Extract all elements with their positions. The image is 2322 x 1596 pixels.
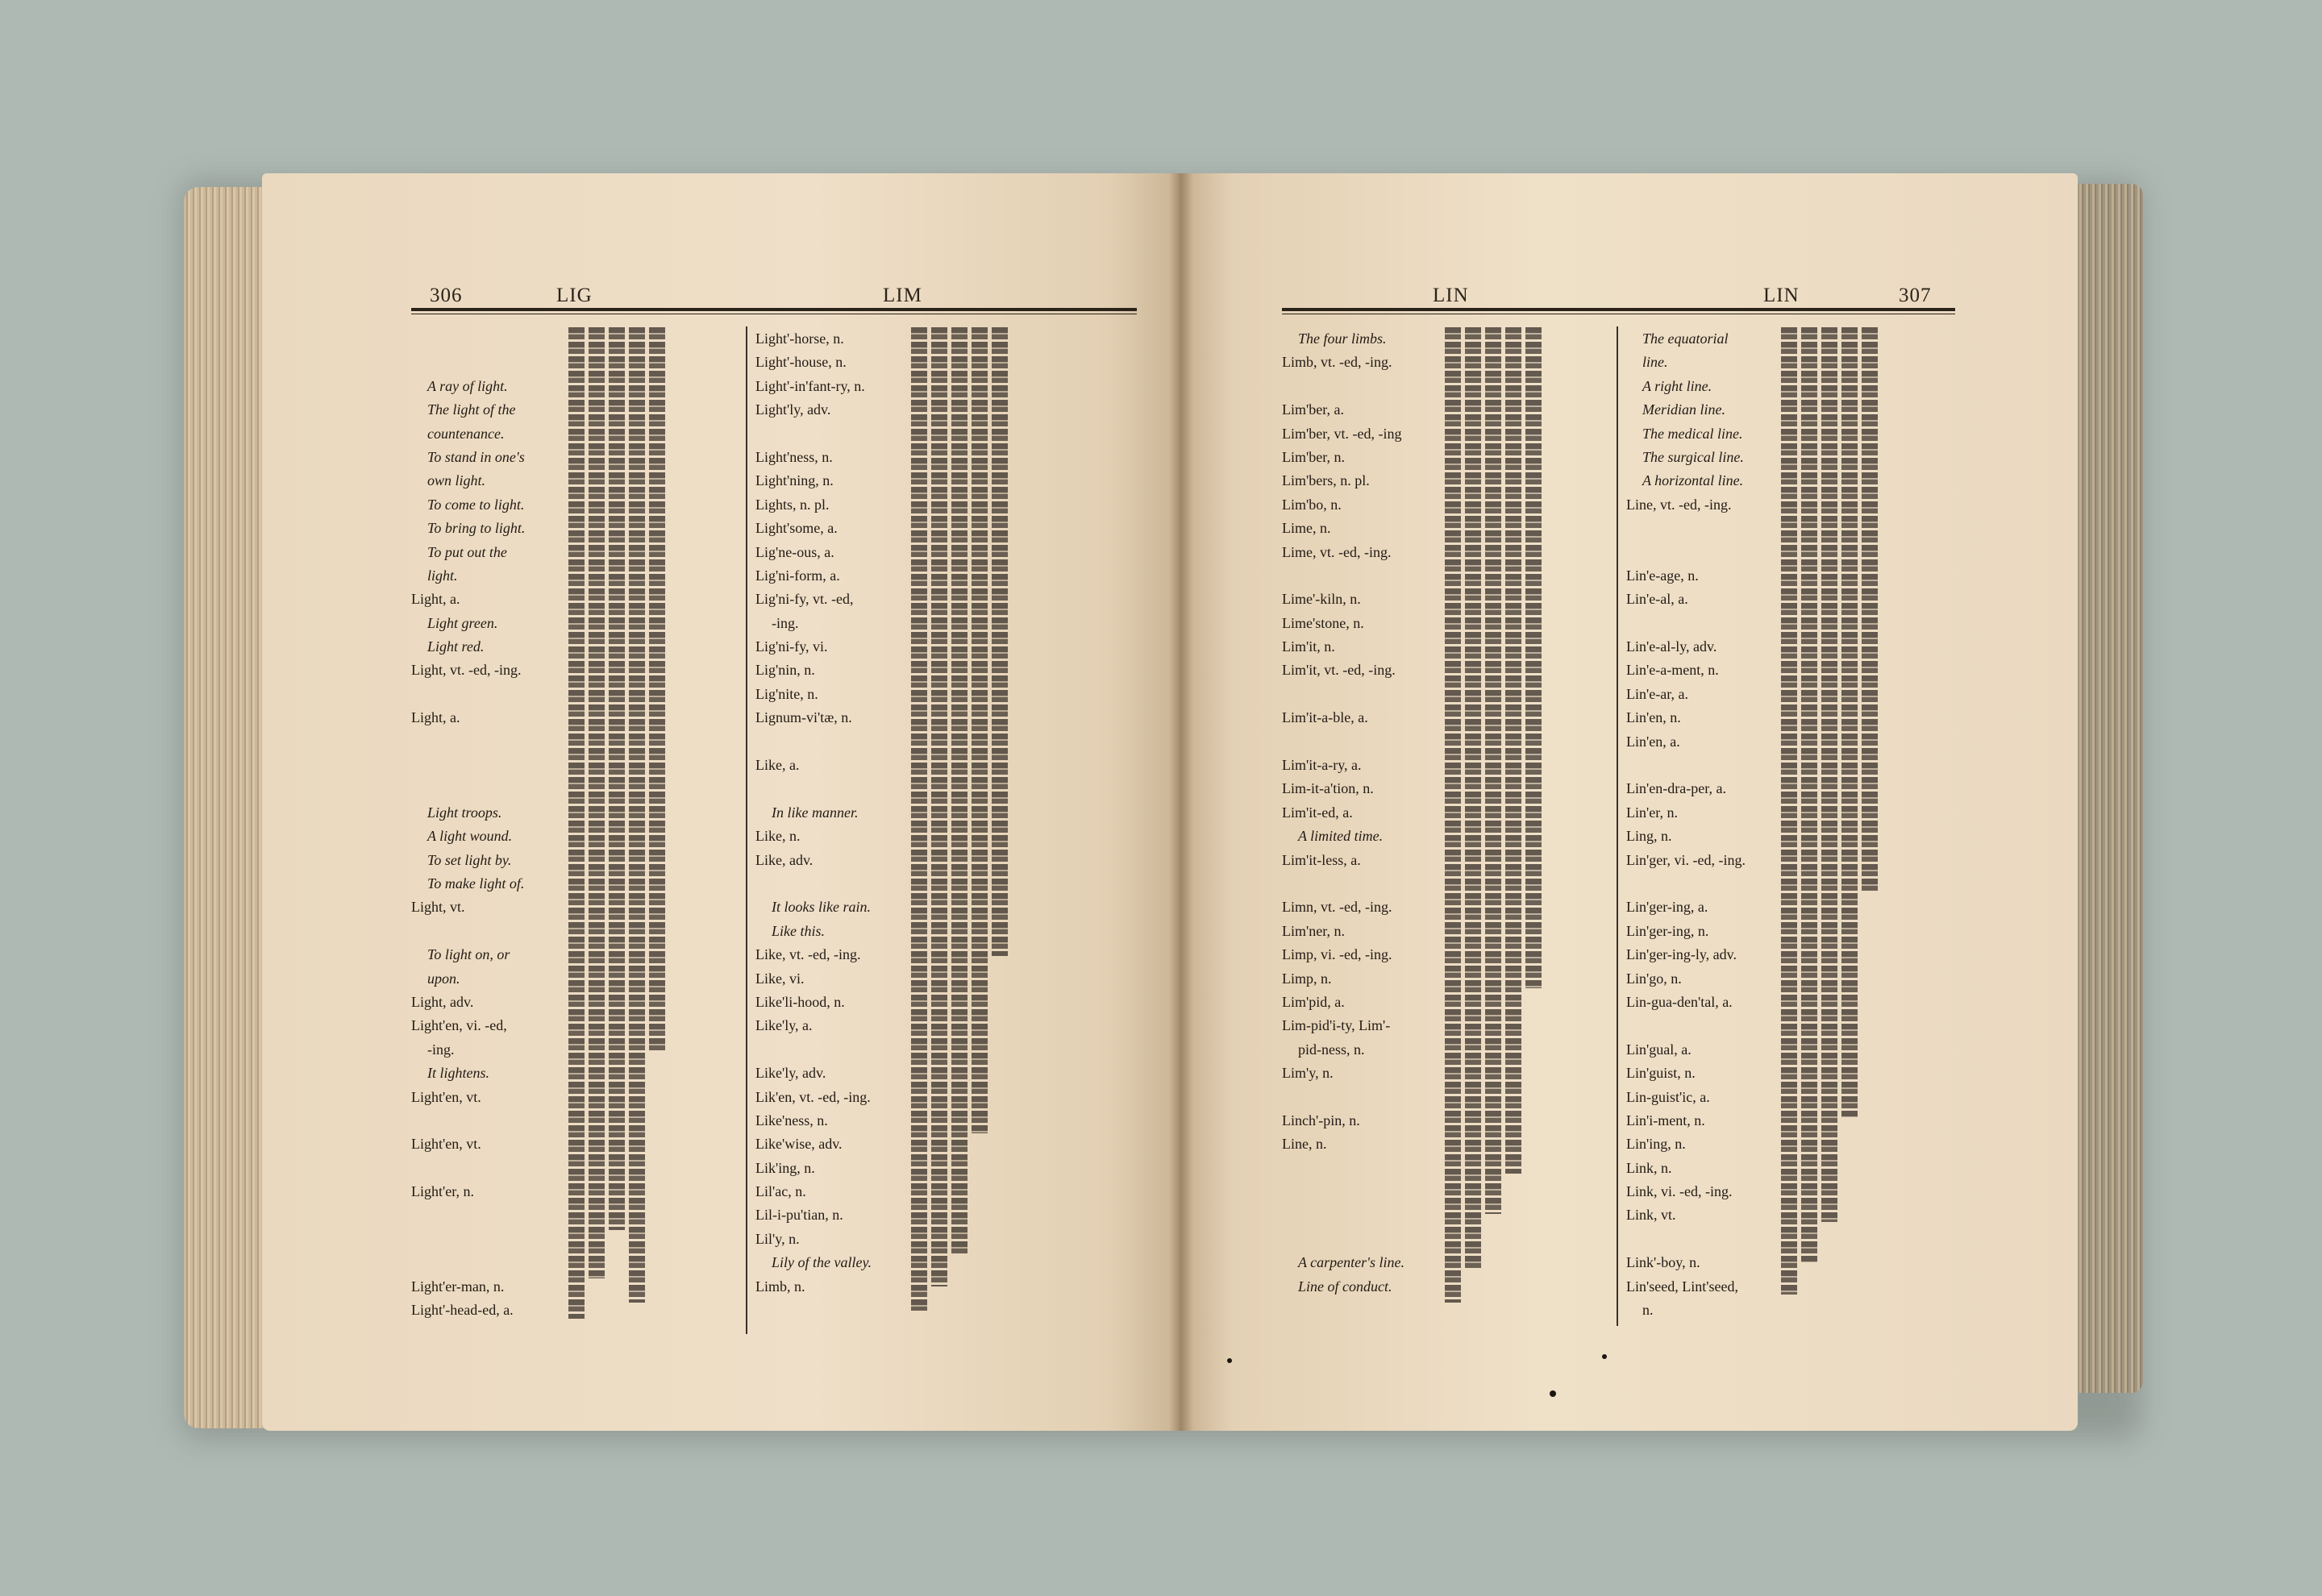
dictionary-headword: Lig'ni-fy, vt. -ed, xyxy=(755,591,854,608)
entry-spacer xyxy=(1282,1180,1455,1203)
dictionary-phrase: pid-ness, n. xyxy=(1298,1041,1365,1058)
dictionary-headword: Limb, vt. -ed, -ing. xyxy=(1282,354,1392,371)
dictionary-headword: Lin'e-al-ly, adv. xyxy=(1626,638,1717,655)
dictionary-headword: Lin-guist'ic, a. xyxy=(1626,1088,1710,1105)
dictionary-headword: Like'ly, a. xyxy=(755,1017,813,1034)
dictionary-phrase: Like this. xyxy=(772,922,825,939)
dictionary-headword: Lig'ni-form, a. xyxy=(755,567,840,584)
dictionary-headword: Lime'stone, n. xyxy=(1282,614,1364,631)
entry-spacer xyxy=(1626,1228,1800,1251)
dictionary-phrase: Light green. xyxy=(427,614,498,631)
dictionary-headword: Lim'it-a-ry, a. xyxy=(1282,757,1362,774)
dictionary-phrase: -ing. xyxy=(427,1041,455,1058)
dictionary-headword: Light, a. xyxy=(411,709,460,726)
guide-word-right: LIM xyxy=(883,285,922,306)
dictionary-phrase: To set light by. xyxy=(427,851,512,868)
dictionary-headword: Lime'-kiln, n. xyxy=(1282,591,1361,608)
entry-spacer xyxy=(1626,754,1800,777)
entry-spacer xyxy=(1282,375,1455,398)
guide-word-left: LIG xyxy=(556,285,593,306)
dictionary-headword: Light, a. xyxy=(411,591,460,608)
entry-spacer xyxy=(1282,1228,1455,1251)
dictionary-headword: Ling, n. xyxy=(1626,828,1672,845)
entry-spacer xyxy=(1282,1086,1455,1109)
entry-column-left-1 xyxy=(411,327,585,1322)
dictionary-headword: Like, n. xyxy=(755,828,801,845)
dictionary-phrase: The light of the xyxy=(427,401,516,418)
dictionary-headword: Lin'gual, a. xyxy=(1626,1041,1692,1058)
header-rule-right xyxy=(1282,308,1955,311)
dictionary-phrase: upon. xyxy=(427,970,460,987)
dictionary-headword: Limb, n. xyxy=(755,1278,805,1295)
dictionary-phrase: A right line. xyxy=(1642,377,1712,394)
dictionary-phrase: A horizontal line. xyxy=(1642,472,1744,489)
dictionary-headword: Limp, vi. -ed, -ing. xyxy=(1282,946,1392,963)
dictionary-headword: Lim'it, n. xyxy=(1282,638,1335,655)
ink-speck xyxy=(1602,1354,1607,1359)
entry-spacer xyxy=(411,1251,585,1274)
dictionary-phrase: It lightens. xyxy=(427,1065,489,1082)
dictionary-headword: Lin'e-al, a. xyxy=(1626,591,1688,608)
dictionary-headword: Lik'en, vt. -ed, -ing. xyxy=(755,1088,871,1105)
dictionary-headword: Lin'er, n. xyxy=(1626,804,1679,821)
dictionary-headword: Like, a. xyxy=(755,757,800,774)
dictionary-headword: Lim'it-a-ble, a. xyxy=(1282,709,1368,726)
dictionary-phrase: n. xyxy=(1642,1302,1654,1319)
page-number-left: 306 xyxy=(430,285,463,306)
entry-spacer xyxy=(1282,564,1455,588)
entry-spacer xyxy=(1282,683,1455,706)
dictionary-phrase: To light on, or xyxy=(427,946,510,963)
dictionary-headword: Light, vt. -ed, -ing. xyxy=(411,662,522,679)
dictionary-headword: Lin'ger-ing, n. xyxy=(1626,922,1709,939)
entry-spacer xyxy=(411,327,585,351)
dictionary-headword: Lights, n. pl. xyxy=(755,496,830,513)
page-edges-left xyxy=(184,187,273,1428)
dictionary-headword: Lin'ing, n. xyxy=(1626,1136,1686,1153)
dictionary-headword: Like'ly, adv. xyxy=(755,1065,826,1082)
entry-spacer xyxy=(1282,730,1455,754)
japanese-gloss-column-right-2 xyxy=(1777,327,1902,1319)
dictionary-phrase: The equatorial xyxy=(1642,330,1729,347)
dictionary-headword: Lim'ber, n. xyxy=(1282,448,1346,465)
entry-column-right-2 xyxy=(1626,327,1800,1322)
dictionary-headword: Like, vi. xyxy=(755,970,805,987)
japanese-gloss-column-right-1 xyxy=(1441,327,1566,1319)
header-rule-left xyxy=(411,308,1137,311)
dictionary-phrase: light. xyxy=(427,567,458,584)
dictionary-headword: Light'er, n. xyxy=(411,1183,475,1200)
entry-spacer xyxy=(411,1228,585,1251)
guide-word-right-r: LIN xyxy=(1763,285,1800,306)
entry-spacer xyxy=(411,351,585,374)
dictionary-headword: Light'-head-ed, a. xyxy=(411,1302,514,1319)
dictionary-headword: Limn, vt. -ed, -ing. xyxy=(1282,899,1392,916)
dictionary-phrase: Meridian line. xyxy=(1642,401,1725,418)
dictionary-headword: Lik'ing, n. xyxy=(755,1159,815,1176)
dictionary-headword: Light'-house, n. xyxy=(755,354,847,371)
dictionary-headword: Light'ning, n. xyxy=(755,472,834,489)
dictionary-headword: Light'en, vt. xyxy=(411,1088,481,1105)
dictionary-phrase: To come to light. xyxy=(427,496,525,513)
dictionary-headword: Line, vt. -ed, -ing. xyxy=(1626,496,1732,513)
dictionary-headword: Lim'it-less, a. xyxy=(1282,851,1361,868)
entry-spacer xyxy=(1626,1014,1800,1037)
entry-spacer xyxy=(755,730,929,754)
dictionary-phrase: To make light of. xyxy=(427,875,525,892)
entry-column-left-2 xyxy=(755,327,929,1299)
dictionary-headword: Lim'it-ed, a. xyxy=(1282,804,1353,821)
dictionary-phrase: The surgical line. xyxy=(1642,448,1744,465)
dictionary-headword: Like, vt. -ed, -ing. xyxy=(755,946,861,963)
page-number-right: 307 xyxy=(1899,285,1932,306)
ink-speck xyxy=(1227,1358,1232,1363)
entry-spacer xyxy=(755,777,929,800)
dictionary-headword: Light'en, vi. -ed, xyxy=(411,1017,507,1034)
japanese-gloss-column-left-1 xyxy=(564,327,689,1319)
dictionary-phrase: A light wound. xyxy=(427,828,513,845)
dictionary-headword: Like, adv. xyxy=(755,851,814,868)
dictionary-headword: Lin'en-dra-per, a. xyxy=(1626,780,1726,797)
entry-spacer xyxy=(411,730,585,754)
entry-spacer xyxy=(755,422,929,446)
entry-spacer xyxy=(411,777,585,800)
entry-spacer xyxy=(411,754,585,777)
entry-spacer xyxy=(411,1203,585,1227)
dictionary-phrase: To put out the xyxy=(427,543,507,560)
left-page xyxy=(262,173,1181,1431)
dictionary-headword: Light'en, vt. xyxy=(411,1136,481,1153)
dictionary-headword: Light'ness, n. xyxy=(755,448,833,465)
dictionary-headword: Lin'seed, Lint'seed, xyxy=(1626,1278,1738,1295)
entry-spacer xyxy=(1626,541,1800,564)
dictionary-phrase: A limited time. xyxy=(1298,828,1384,845)
book-gutter xyxy=(1169,173,1193,1431)
dictionary-headword: Lig'ne-ous, a. xyxy=(755,543,834,560)
dictionary-phrase: Light red. xyxy=(427,638,485,655)
dictionary-phrase: -ing. xyxy=(772,614,799,631)
dictionary-headword: Lin'guist, n. xyxy=(1626,1065,1696,1082)
dictionary-headword: Line, n. xyxy=(1282,1136,1327,1153)
dictionary-headword: Link'-boy, n. xyxy=(1626,1254,1700,1271)
dictionary-phrase: countenance. xyxy=(427,425,505,442)
dictionary-headword: Lim'ber, a. xyxy=(1282,401,1344,418)
dictionary-headword: Light'ly, adv. xyxy=(755,401,831,418)
entry-spacer xyxy=(411,920,585,943)
dictionary-headword: Lime, vt. -ed, -ing. xyxy=(1282,543,1392,560)
entry-spacer xyxy=(1626,612,1800,635)
dictionary-headword: Lim'y, n. xyxy=(1282,1065,1334,1082)
dictionary-headword: Lim-it-a'tion, n. xyxy=(1282,780,1374,797)
dictionary-headword: Link, n. xyxy=(1626,1159,1672,1176)
dictionary-headword: Lin'ger-ing-ly, adv. xyxy=(1626,946,1737,963)
dictionary-headword: Lim'pid, a. xyxy=(1282,993,1345,1010)
entry-spacer xyxy=(755,1038,929,1062)
entry-spacer xyxy=(411,1157,585,1180)
dictionary-headword: Link, vt. xyxy=(1626,1207,1676,1224)
dictionary-headword: Link, vi. -ed, -ing. xyxy=(1626,1183,1733,1200)
dictionary-headword: Lin'en, n. xyxy=(1626,709,1681,726)
dictionary-headword: Lig'ni-fy, vi. xyxy=(755,638,828,655)
entry-spacer xyxy=(1626,872,1800,896)
dictionary-headword: Light'-in'fant-ry, n. xyxy=(755,377,865,394)
dictionary-headword: Light'er-man, n. xyxy=(411,1278,505,1295)
entry-spacer xyxy=(1282,1157,1455,1180)
dictionary-headword: Light'-horse, n. xyxy=(755,330,844,347)
column-divider-left xyxy=(746,326,747,1334)
dictionary-headword: Light, adv. xyxy=(411,993,474,1010)
dictionary-headword: Like'li-hood, n. xyxy=(755,993,845,1010)
dictionary-headword: Lim'bers, n. pl. xyxy=(1282,472,1370,489)
dictionary-headword: Lin'i-ment, n. xyxy=(1626,1112,1705,1128)
dictionary-headword: Lin'e-age, n. xyxy=(1626,567,1699,584)
dictionary-phrase: line. xyxy=(1642,354,1668,371)
dictionary-phrase: In like manner. xyxy=(772,804,859,821)
dictionary-phrase: A ray of light. xyxy=(427,377,508,394)
dictionary-headword: Lin-gua-den'tal, a. xyxy=(1626,993,1733,1010)
dictionary-headword: Lin'e-a-ment, n. xyxy=(1626,662,1719,679)
dictionary-phrase: To bring to light. xyxy=(427,520,526,537)
entry-spacer xyxy=(411,683,585,706)
dictionary-headword: Lil'ac, n. xyxy=(755,1183,806,1200)
dictionary-headword: Like'ness, n. xyxy=(755,1112,828,1128)
guide-word-left-r: LIN xyxy=(1433,285,1469,306)
entry-spacer xyxy=(755,872,929,896)
dictionary-phrase: own light. xyxy=(427,472,486,489)
entry-spacer xyxy=(411,1109,585,1133)
dictionary-phrase: Line of conduct. xyxy=(1298,1278,1392,1295)
dictionary-headword: Lin'ger, vi. -ed, -ing. xyxy=(1626,851,1746,868)
dictionary-phrase: The medical line. xyxy=(1642,425,1743,442)
entry-column-right-1 xyxy=(1282,327,1455,1299)
dictionary-headword: Lignum-vi'tæ, n. xyxy=(755,709,852,726)
dictionary-headword: Lim'ber, vt. -ed, -ing xyxy=(1282,425,1402,442)
dictionary-headword: Lin'ger-ing, a. xyxy=(1626,899,1708,916)
dictionary-headword: Light, vt. xyxy=(411,899,465,916)
column-divider-right xyxy=(1617,326,1618,1326)
dictionary-headword: Like'wise, adv. xyxy=(755,1136,843,1153)
dictionary-headword: Limp, n. xyxy=(1282,970,1332,987)
ink-speck xyxy=(1550,1390,1556,1397)
dictionary-headword: Light'some, a. xyxy=(755,520,838,537)
japanese-gloss-column-left-2 xyxy=(907,327,1032,1319)
dictionary-phrase: To stand in one's xyxy=(427,448,525,465)
dictionary-phrase: A carpenter's line. xyxy=(1298,1254,1404,1271)
dictionary-headword: Lil'y, n. xyxy=(755,1230,800,1247)
dictionary-headword: Lin'e-ar, a. xyxy=(1626,685,1688,702)
entry-spacer xyxy=(1282,872,1455,896)
dictionary-phrase: The four limbs. xyxy=(1298,330,1387,347)
right-page xyxy=(1179,173,2078,1431)
dictionary-phrase: Light troops. xyxy=(427,804,502,821)
dictionary-headword: Lime, n. xyxy=(1282,520,1331,537)
dictionary-headword: Lim'ner, n. xyxy=(1282,922,1346,939)
dictionary-phrase: It looks like rain. xyxy=(772,899,871,916)
dictionary-headword: Lig'nin, n. xyxy=(755,662,815,679)
dictionary-headword: Lim'it, vt. -ed, -ing. xyxy=(1282,662,1396,679)
dictionary-phrase: Lily of the valley. xyxy=(772,1254,872,1271)
dictionary-headword: Lin'go, n. xyxy=(1626,970,1682,987)
dictionary-headword: Linch'-pin, n. xyxy=(1282,1112,1360,1128)
dictionary-headword: Lin'en, a. xyxy=(1626,733,1680,750)
dictionary-headword: Lim-pid'i-ty, Lim'- xyxy=(1282,1017,1391,1034)
dictionary-headword: Lil-i-pu'tian, n. xyxy=(755,1207,843,1224)
dictionary-headword: Lim'bo, n. xyxy=(1282,496,1342,513)
entry-spacer xyxy=(1626,517,1800,540)
entry-spacer xyxy=(1282,1203,1455,1227)
dictionary-headword: Lig'nite, n. xyxy=(755,685,818,702)
